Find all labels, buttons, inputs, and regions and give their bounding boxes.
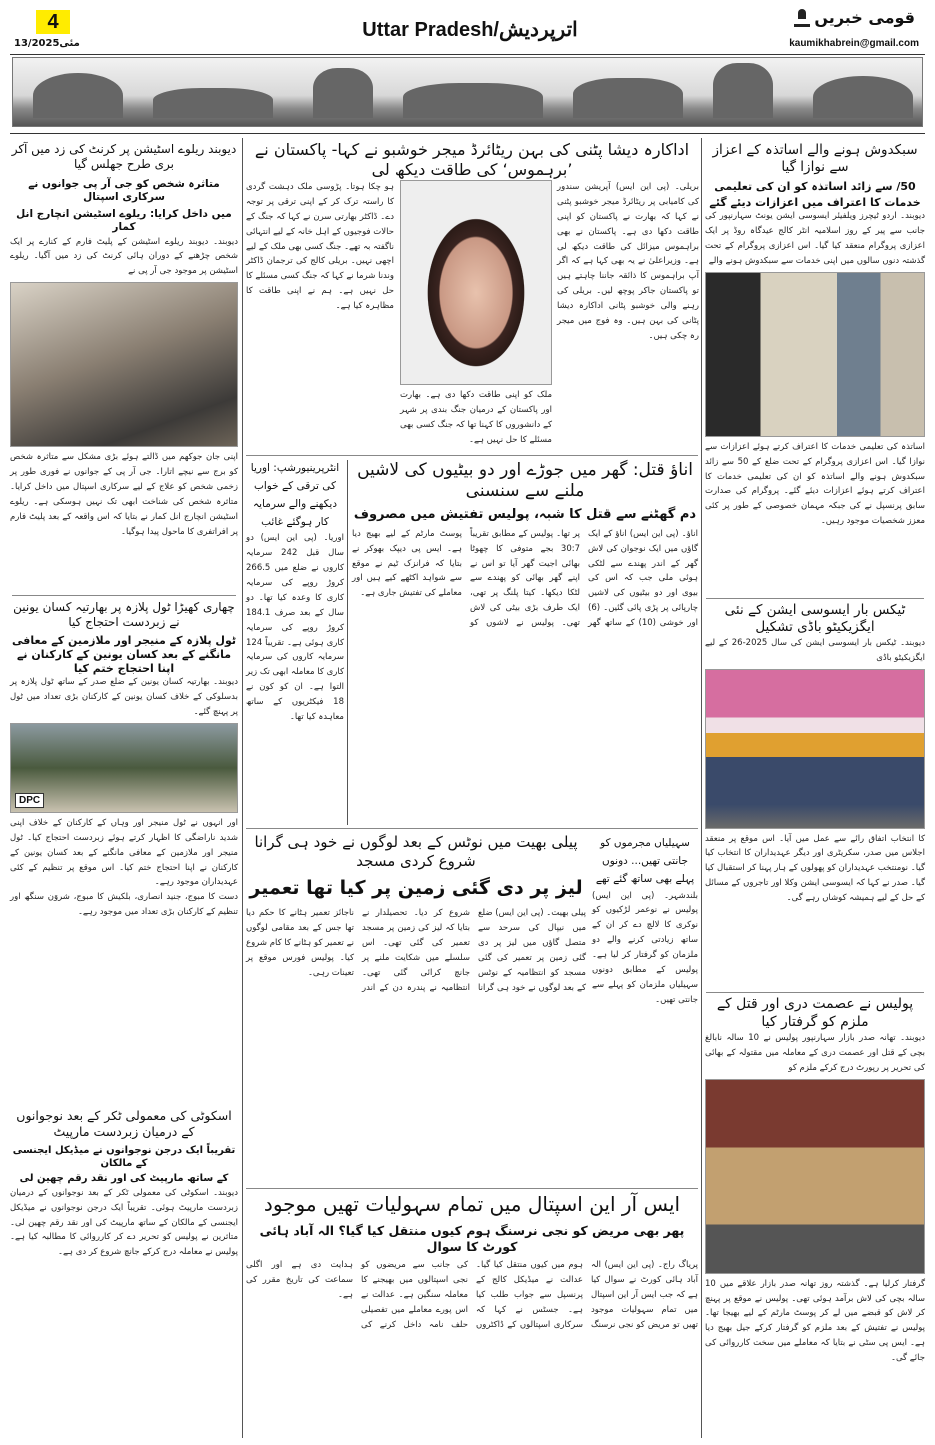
column-divider [347, 460, 348, 825]
divider [706, 992, 924, 993]
headline: دیوبند ریلوے اسٹیشن پر کرنٹ کی زد میں آکر بری طرح جھلس گیا [11, 142, 237, 171]
lead-photo-caption: ملک کو اپنی طاقت دکھا دی ہے۔ بھارت اور پاکستان کے درمیان جنگ بندی پر شہر کے دانشوروں کا کہنا تھا کہ جنگ کسی بھی مسئلے کا حل نہیں ہے۔ [400, 390, 552, 445]
issue-date: 13/مئی2025 [14, 38, 80, 49]
photo-executive-body [705, 669, 925, 829]
article-unnao-murder [352, 460, 698, 631]
subheadline: میں داخل کرایا: ریلوے اسٹیشن انچارج انل کمار [16, 208, 232, 234]
article-body: اساتذہ کی تعلیمی خدمات کا اعتراف کرتے ہوئے اعزازات سے نوازا گیا۔ اس اعزازی پروگرام کے تحت ضلع کے 50 سے زائد سبکدوش ہونے والے اساتذہ کو ان کی تعلیمی خدمات کا اعتراف کرتے ہوئے اعزازات دیئے گئے۔ پروگرام کی صدارت سابق پرنسپل نے کی جبکہ مہمان خصوصی کے طور پر کئی معزز شخصیات موجود رہیں۔ [705, 441, 925, 527]
headline: ٹیکس بار ایسوسی ایشن کے نئی ایگزیکیٹو باڈی تشکیل [724, 602, 906, 635]
subheadline: ٹول پلازہ کے منیجر اور ملازمین کے معافی مانگنے کے بعد کسان یونین کے کارکنان نے اپنا احتجاج ختم کیا [11, 634, 236, 675]
lead-body-right: بریلی۔ (پی این ایس) آپریشن سندور کی کامیابی پر ریٹائرڈ میجر خوشبو پٹنی نے کہا کہ بھارت نے پاکستان کو اپنی طاقت دکھا دی ہے۔ پاکستان نے بھی براہموس میزائل کی طاقت دیکھ لی ہے۔ وزیراعلیٰ نے یہ بھی کہا ہے کہ اگر آپ براہموس کا ذائقہ جاننا چاہتے ہیں تو پاکستان جاکر پوچھ لیں۔ بریلی کی رہنے والی خوشبو پٹانی اداکارہ دیشا پٹانی کی بہن ہیں۔ وہ فوج میں میجر رہ چکی ہیں۔ [557, 182, 699, 341]
headline: اناؤ قتل: گھر میں جوڑے اور دو بیٹیوں کی لاشیں ملنے سے سنسنی [357, 460, 693, 502]
article-pilibhit-mosque [246, 833, 586, 996]
divider [12, 595, 236, 596]
article-body: اپنی جان جوکھم میں ڈالتے ہوئے بڑی مشکل سے متاثرہ شخص کو برج سے نیچے اتارا۔ جی آر پی کے جوانوں نے فوری طور پر زخمی شخص کو علاج کے لیے سرکاری اسپتال میں داخل کرایا۔ متاثرہ شخص کی شناخت ابھی تک نہیں ہوسکی ہے۔ ریلوے اسٹیشن انچارج انل کمار نے بتایا کہ اس واقعہ کے بعد پلیٹ فارم پر افراتفری کا ماحول پیدا ہوگیا۔ [10, 452, 238, 537]
subheadline: لیز پر دی گئی زمین پر کیا تھا تعمیر [249, 876, 583, 899]
subheadline: پھر بھی مریض کو نجی نرسنگ ہوم کیوں منتقل کیا گیا؟ الہ آباد ہائی کورٹ کا سوال [259, 1223, 685, 1254]
headline: سبکدوش ہونے والے اساتذہ کے اعزاز سے نوازا گیا [712, 142, 918, 175]
article-intro: دیوبند۔ ٹیکس بار ایسوسی ایشن کی سال 2025-26 کے لیے ایگزیکیٹو باڈی [705, 637, 925, 663]
article-body: بلندشہر۔ (پی این ایس) پولیس نے نوعمر لڑکیوں کو نوکری کا لالچ دے کر ان کے ساتھ زیادتی کرنے والے دو ملزمان کو گرفتار کر لیا ہے۔ پولیس کے مطابق دونوں سہیلیاں ملزمان کو پہلے سے جانتی تھیں۔ [592, 890, 698, 1005]
lead-headline: اداکارہ دیشا پٹنی کی بہن ریٹائرڈ میجر خوشبو نے کہا- پاکستان نے ’برہموس‘ کی طاقت دیکھ لی [254, 140, 690, 179]
article-body: اناؤ۔ (پی این ایس) اناؤ کے ایک گاؤں میں ایک نوجوان کی لاش گھر کے اندر پھندے سے لٹکی ہوئی ملی جب کہ اس کی بیوی اور دو بیٹیوں کی لاشیں چارپائی پر پڑی پائی گئیں۔ (6) اور خوشی (10) کے ساتھ گھر پر تھا۔ پولیس کے مطابق تقریباً 30:7 بجے متوفی کا چھوٹا بھائی اجیت گھر آیا تو اس نے اپنے گھر بھائی کو پھندے سے لٹکا دیکھا۔ کیتا پلنگ پر تھی، ایک طرف بڑی بیٹی کی لاش تھی۔ پولیس نے لاشوں کو پوسٹ مارٹم کے لیے بھیج دیا ہے۔ ایس پی دیپک بھوکر نے بتایا کہ فرانزک ٹیم نے موقع سے شواہد اکٹھے کیے ہیں اور معاملے کی تفتیش جاری ہے۔ [352, 528, 698, 628]
divider [246, 455, 698, 456]
article-intro: دیوبند۔ اردو ٹیچرز ویلفیئر ایسوسی ایشن یونٹ سہارنپور کی جانب سے پیر کے روز اسلامیہ انٹر کالج عیدگاہ روڈ پر ایک اعزازی پروگرام منعقد کیا گیا۔ اس اعزازی پروگرام کے تحت گذشتہ دنوں سالوں میں اپنی خدمات سے سبکدوش ہونے والے [705, 211, 925, 266]
article-intro: دیوبند۔ دیوبند ریلوے اسٹیشن کے پلیٹ فارم کے کنارے پر ایک شخص چڑھنے کے دوران ہائی کرنٹ کی زد میں آگیا۔ ریلوے اسٹیشن پر موجود جی آر پی نے [10, 236, 238, 277]
headline: پولیس نے عصمت دری اور قتل کے ملزم کو گرفتار کیا [716, 996, 914, 1030]
article-body: پریاگ راج۔ (پی این ایس) الہ آباد ہائی کورٹ نے سوال کیا ہے کہ جب ایس آر این اسپتال میں تمام سہولیات موجود تھیں تو مریض کو نجی نرسنگ ہوم میں کیوں منتقل کیا گیا۔ عدالت نے میڈیکل کالج کے پرنسپل سے جواب طلب کیا ہے۔ جسٹس نے کہا کہ سرکاری اسپتالوں کے ڈاکٹروں کی جانب سے مریضوں کو نجی اسپتالوں میں بھیجنے کا معاملہ سنگین ہے۔ عدالت نے اس پورے معاملے میں تفصیلی حلف نامہ داخل کرنے کی ہدایت دی ہے اور اگلی سماعت کی تاریخ مقرر کی ہے۔ [246, 1260, 698, 1330]
article-girlfriends-accused [592, 835, 698, 1008]
contact-email[interactable]: kaumikhabrein@gmail.com [789, 38, 919, 49]
photo-injured-man [10, 282, 238, 447]
headline: چھاری کھیڑا ٹول پلازہ پر بھارتیہ کسان یونین نے زبردست احتجاج کیا [13, 600, 235, 629]
subheadline: 50/ سے زائد اساتذہ کو ان کی تعلیمی [714, 179, 916, 193]
headline: انٹرپرینیورشپ: اوریا کی ترقی کے خواب دیکھنے والے سرمایہ کار ہوگئے غائب [250, 462, 340, 528]
subheadline: متاثرہ شخص کو جی آر پی جوانوں نے سرکاری اسپتال [28, 178, 220, 204]
article-body: کا انتخاب اتفاق رائے سے عمل میں آیا۔ اس موقع پر منعقد اجلاس میں صدر، سکریٹری اور دیگر عہدیداران کا انتخاب کیا گیا۔ نومنتخب عہدیداران کو پھولوں کے ہار پہنا کر استقبال کیا گیا۔ صدر نے کہا کہ ایسوسی ایشن وکلا اور تاجروں کے مسائل کے حل کے لیے ہمیشہ کوشاں رہے گی۔ [705, 833, 925, 903]
article-auraiya-investors [246, 460, 344, 725]
photo-khushboo-patani [400, 180, 552, 385]
lead-body-left: ہو چکا ہوتا۔ پڑوسی ملک دہشت گردی کا راستہ ترک کر کے اپنی ترقی پر توجہ دے۔ ڈاکٹر بھارتی سرن نے کہا کہ جنگ کے حالات فوجیوں کے اہل خانہ کے لیے انتہائی ناگفتہ بہ تھے۔ جنگ کسی بھی ملک کے لیے اچھی نہیں۔ بریلی کالج کی ترجمان ڈاکٹر وندنا شرما نے کہا کہ جنگ کسی مسئلے کا حل نہیں ہے۔ ہم نے اپنی طاقت کا مظاہرہ کیا ہے۔ [246, 182, 394, 311]
masthead-logo [794, 8, 915, 27]
skyline-banner-image [12, 57, 923, 127]
headline: پیلی بھیت میں نوٹس کے بعد لوگوں نے خود ہی گرانا شروع کردی مسجد [254, 833, 578, 870]
article-body: گرفتار کرلیا ہے۔ گذشتہ روز تھانہ صدر بازار علاقے میں 10 سالہ بچی کی لاش برآمد ہوئی تھی۔ پولیس نے موقع پر پہنچ کر لاش کو قبضے میں لے کر پوسٹ مارٹم کے لیے بھیجا تھا۔ پولیس نے تفتیش کے بعد ملزم کو گرفتار کرکے جیل بھیج دیا ہے۔ ایس پی سٹی نے بتایا کہ معاملے میں سخت کارروائی کی جائے گی۔ [705, 1278, 925, 1363]
banner-divider [10, 133, 925, 134]
subheadline: دم گھٹنے سے قتل کا شبہ، پولیس تفتیش میں مصروف [353, 506, 697, 522]
page-number: 4 [36, 10, 70, 34]
article-scooty-fight [10, 1108, 238, 1260]
article-intro: دیوبند۔ تھانہ صدر بازار سہارنپور پولیس نے 10 سالہ نابالغ بچی کے قتل اور عصمت دری کے معاملہ میں مقتولہ کے بھائی کی تحریر پر رپورٹ درج کرکے ملزم کو [705, 1033, 925, 1073]
article-outro: دست کا مبوج، جنید انصاری، بلکیش کا مبوج، شروَن سنگھ اور تنظیم کے کارکنان بڑی تعداد میں موجود رہے۔ [10, 892, 238, 918]
dpc-logo: DPC [15, 793, 44, 808]
mosque-icon [794, 9, 810, 27]
article-tax-bar-association [705, 602, 925, 906]
column-divider [242, 138, 243, 1438]
headline: اسکوٹی کی معمولی ٹکر کے بعد نوجوانوں کے درمیان زبردست مارپیٹ [16, 1108, 232, 1139]
divider [246, 828, 698, 829]
headline: سہیلیاں مجرموں کو جانتی تھیں... دونوں پہلے بھی ساتھ گئے تھے [595, 837, 695, 885]
photo-police-accused [705, 1079, 925, 1274]
article-retired-teachers [705, 142, 925, 529]
divider [706, 598, 924, 599]
column-divider [701, 138, 702, 1438]
article-railway-current [10, 142, 238, 539]
photo-award-ceremony [705, 272, 925, 437]
subheadline: تقریباً ایک درجن نوجوانوں نے میڈیکل ایجنسی کے مالکان [12, 1145, 236, 1169]
article-srn-hospital [246, 1192, 698, 1333]
article-police-arrest [705, 996, 925, 1366]
article-body: اور انہوں نے ٹول منیجر اور وہاں کے کارکنان کے خلاف اپنی شدید ناراضگی کا اظہار کرتے ہوئے زبردست احتجاج کیا۔ ٹول منیجر اور ملازمین کے معافی مانگنے کے بعد کسان یونین کے کارکنان نے اپنا احتجاج ختم کیا۔ اس موقع پر تنظیم کے کئی عہدیداران موجود رہے۔ [10, 817, 238, 888]
divider [246, 1188, 698, 1189]
section-title: Uttar Pradesh/اترپردیش [362, 19, 578, 41]
subheadline: خدمات کا اعتراف میں اعزازات دیئے گئے [709, 195, 921, 209]
photo-protest [10, 723, 238, 813]
article-toll-plaza-protest [10, 600, 238, 920]
header-divider [10, 54, 925, 55]
article-body: دیوبند۔ اسکوٹی کی معمولی ٹکر کے بعد نوجوانوں کے درمیان زبردست مارپیٹ ہوئی۔ تقریباً ایک درجن نوجوانوں نے میڈیکل ایجنسی کے مالکان کے ساتھ مارپیٹ کی اور نقد رقم چھین لی۔ متاثرین نے پولیس کو تحریر دے کر کارروائی کا مطالبہ کیا ہے۔ پولیس نے معاملہ درج کرکے جانچ شروع کر دی ہے۔ [10, 1187, 238, 1258]
subheadline: کے ساتھ مارپیٹ کی اور نقد رقم چھین لی [19, 1173, 229, 1185]
headline: ایس آر این اسپتال میں تمام سہولیات تھیں موجود [263, 1192, 681, 1216]
logo-text: قومی خبریں [814, 8, 915, 27]
article-intro: دیوبند۔ بھارتیہ کسان یونین کے ضلع صدر کے ساتھ ٹول پلازہ پر بدسلوکی کے خلاف کسان یونین کے کارکنان بڑی تعداد میں ٹول پر پہنچ گئے۔ [10, 677, 238, 717]
article-body: پیلی بھیت۔ (پی این ایس) ضلع میں نیپال کی سرحد سے متصل گاؤں میں لیز پر دی گئی زمین پر تعمیر کی گئی مسجد کو انتظامیہ کے نوٹس کے بعد لوگوں نے خود ہی گرانا شروع کر دیا۔ تحصیلدار نے بتایا کہ لیز کی زمین پر مسجد تعمیر کی گئی تھی۔ اس سلسلے میں شکایت ملنے پر جانچ کرائی گئی تھی۔ انتظامیہ نے پندرہ دن کے اندر ناجائز تعمیر ہٹانے کا حکم دیا تھا جس کے بعد مقامی لوگوں نے تعمیر کو ہٹانے کا کام شروع کیا۔ پولیس فورس موقع پر تعینات رہی۔ [246, 908, 586, 993]
article-body: اوریا۔ (پی این ایس) دو سال قبل 242 سرمایہ کاروں نے ضلع میں 266.5 کروڑ روپے کی سرمایہ کاری کا وعدہ کیا تھا۔ دو سال کے بعد صرف 184.1 کروڑ روپے کی سرمایہ کاری ہوئی ہے۔ تقریباً 124 سرمایہ کاروں کی سرمایہ کاری کا معاملہ ابھی تک زیر التوا ہے۔ ان کو کون نے 18 فیکٹریوں کے ساتھ معاہدہ کیا تھا۔ [246, 533, 344, 722]
